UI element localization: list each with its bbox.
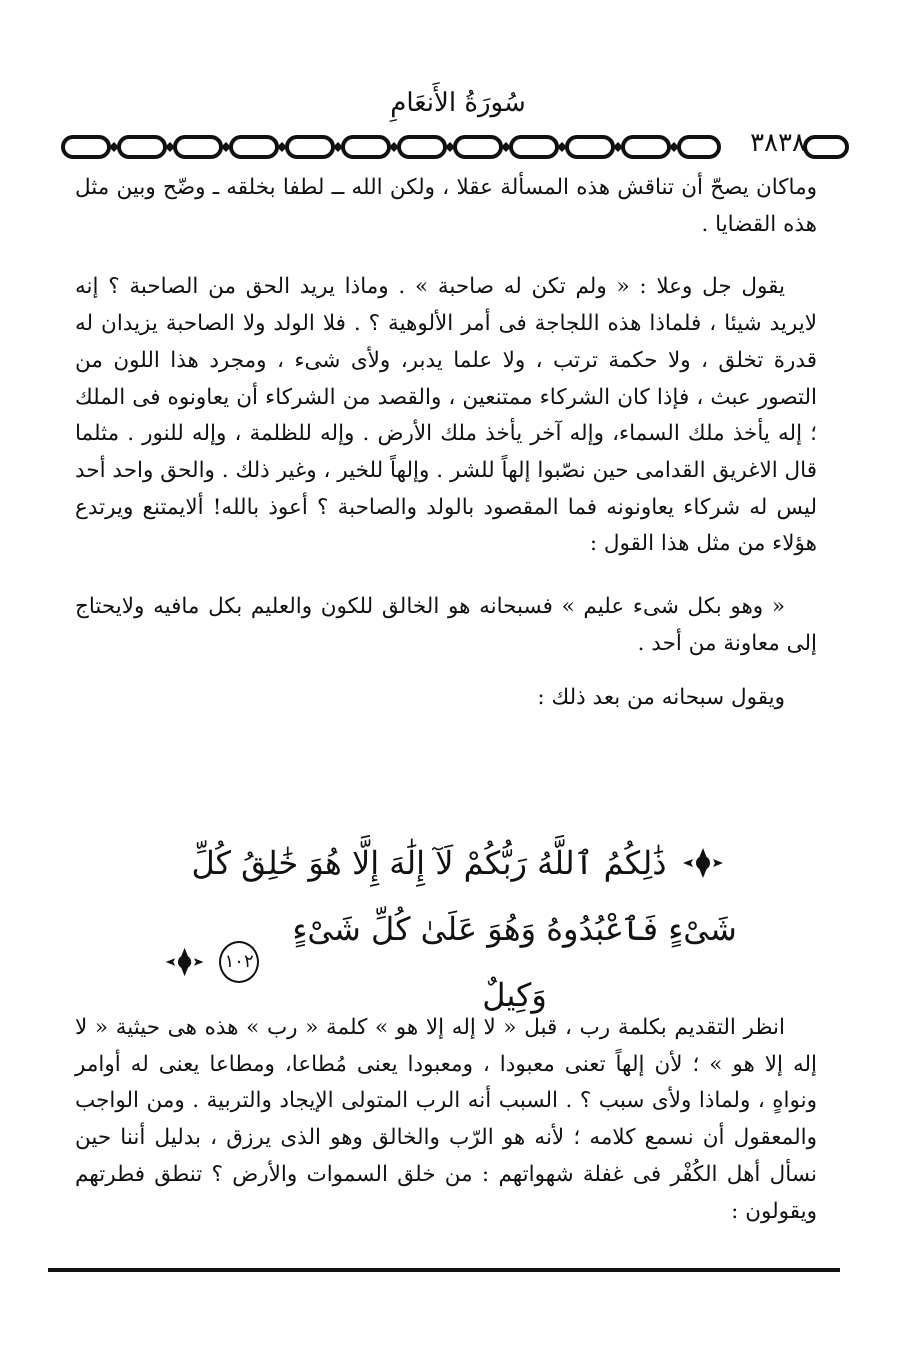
- verse-line-2: [160, 896, 760, 1028]
- text-section-top: [75, 170, 817, 717]
- text-section-bottom: [75, 1010, 817, 1230]
- surah-title: سُورَةُ الأَنعَامِ: [390, 88, 526, 118]
- verse-line-1: [160, 830, 760, 896]
- paragraph: « وهو بكل شىء عليم » فسبحانه هو الخالق للكون والعليم بكل مافيه ولايحتاج إلى معاونة من أحد .: [75, 594, 817, 656]
- quran-verse: [160, 830, 760, 1028]
- footer-rule: [48, 1268, 840, 1272]
- paragraph: انظر التقديم بكلمة رب ، قبل « لا إله إلا هو » كلمة « رب » هذه هى حيثية « لا إله إلا هو » ؛ لأن إلهاً تعنى معبودا ، ومعبودا يعنى مُطاعا، ومطاعا يعنى له أوامر ونواهٍ ، ولماذا ولأى سبب ؟ . السبب أنه الرب المتولى الإيجاد والتربية . ومن الواجب والمعقول أن نسمع كلامه ؛ لأنه هو الرّب والخالق وهو الذى يرزق ، بدليل أننا حين نسأل أهل الكُفْر فى غفلة شهواتهم : من خلق السموات والأرض ؟ تنطق فطرتهم ويقولون :: [75, 1015, 817, 1224]
- paragraph: ويقول سبحانه من بعد ذلك :: [537, 685, 785, 711]
- paragraph: يقول جل وعلا : « ولم تكن له صاحبة » . وماذا يريد الحق من الصاحبة ؟ إنه لايريد شيئا ، فلماذا هذه اللجاجة فى أمر الألوهية ؟ . فلا الولد ولا الصاحبة يزيدان له قدرة تخلق ، ولا حكمة ترتب ، ولا علما يدبر، ولأى شىء ، ومجرد هذا اللون من التصور عبث ، فإذا كان الشركاء ممتنعين ، والقصد من الشركاء أن يعاونوه فى الملك ؛ إله يأخذ ملك السماء، وإله آخر يأخذ ملك الأرض . وإله للظلمة ، وإله للنور . مثلما قال الاغريق القدامى حين نصّبوا إلهاً للشر . وإلهاً للخير ، وغير ذلك . والحق واحد أحد ليس له شركاء يعاونونه فما المقصود بالولد والصاحبة ؟ أعوذ بالله! ألايمتنع ويرتدع هؤلاء من مثل هذا القول :: [75, 274, 817, 557]
- ayah-number-badge: ١٠٢: [219, 941, 259, 983]
- verse-start-ornament: [677, 846, 729, 880]
- verse-end-ornament: [160, 945, 209, 979]
- verse-text-line-1: ذَٰلِكُمُ ٱللَّهُ رَبُّكُمْ لَآ إِلَٰهَ إِلَّا هُوَ خَٰلِقُ كُلِّ: [191, 844, 667, 882]
- verse-text-line-2: شَىْءٍ فَٱعْبُدُوهُ وَهُوَ عَلَىٰ كُلِّ شَىْءٍ وَكِيلٌ: [292, 910, 737, 1014]
- paragraph: وماكان يصحّ أن تناقش هذه المسألة عقلا ، ولكن الله ــ لطفا بخلقه ـ وضّح وبين مثل هذه القضايا .: [75, 175, 817, 237]
- page-number: ٣٨٣٨: [750, 128, 806, 158]
